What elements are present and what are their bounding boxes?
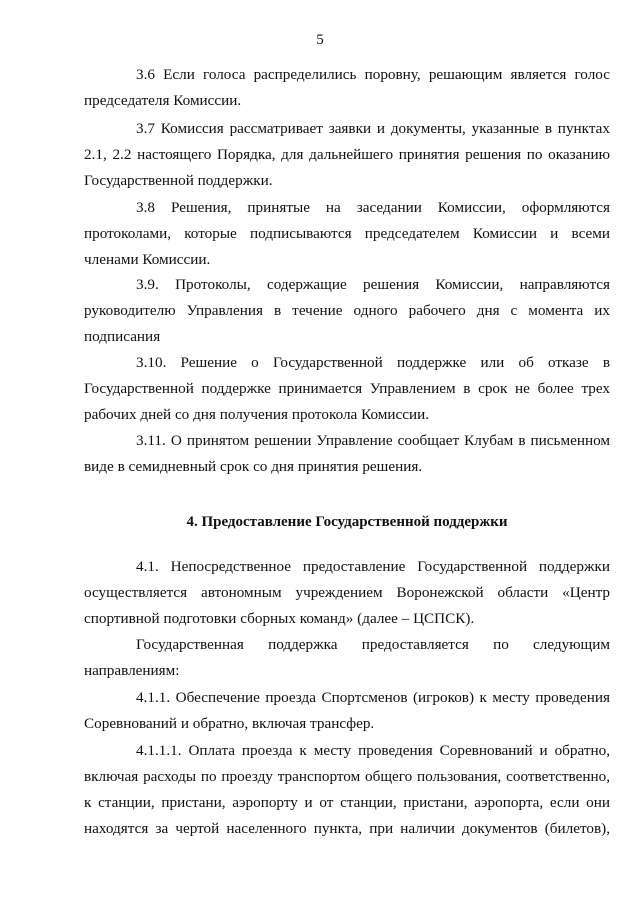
section-heading: 4. Предоставление Государственной поддержки xyxy=(186,514,508,530)
text-line: Государственной поддержке принимается Управлением в срок не более трех xyxy=(84,380,610,397)
text-line: виде в семидневный срок со дня принятия решения. xyxy=(84,458,423,475)
paragraph-4-1-1 xyxy=(84,685,610,737)
text-line: 3.8 Решения, принятые на заседании Комиссии, оформляются xyxy=(136,199,610,216)
page-number: 5 xyxy=(316,32,324,48)
paragraph-3-10 xyxy=(84,350,610,428)
paragraph-3-8 xyxy=(84,195,610,273)
text-line: 3.6 Если голоса распределились поровну, решающим является голос xyxy=(136,66,610,83)
text-line: 3.7 Комиссия рассматривает заявки и документы, указанные в пунктах xyxy=(136,120,610,137)
text-line: подписания xyxy=(84,328,161,345)
text-line: осуществляется автономным учреждением Воронежской области «Центр xyxy=(84,584,610,601)
text-line: 4.1.1.1. Оплата проезда к месту проведения Соревнований и обратно, xyxy=(136,742,610,759)
text-line: 4.1. Непосредственное предоставление Государственной поддержки xyxy=(136,558,610,575)
text-line: Государственной поддержки. xyxy=(84,172,273,189)
text-line: 3.9. Протоколы, содержащие решения Комиссии, направляются xyxy=(136,276,610,293)
text-line: Соревнований и обратно, включая трансфер. xyxy=(84,715,375,732)
text-line: 3.10. Решение о Государственной поддержке или об отказе в xyxy=(136,354,610,371)
text-line: к станции, пристани, аэропорту и от станции, пристани, аэропорта, если они xyxy=(84,794,610,811)
text-line: членами Комиссии. xyxy=(84,251,211,268)
text-line: председателя Комиссии. xyxy=(84,92,242,109)
paragraph-3-9 xyxy=(84,272,610,350)
text-line: направлениям: xyxy=(84,662,180,679)
paragraph-4-1 xyxy=(84,554,610,632)
paragraph-3-11 xyxy=(84,428,610,480)
text-line: протоколами, которые подписываются председателем Комиссии и всеми xyxy=(84,225,610,242)
text-line: Государственная поддержка предоставляется по следующим xyxy=(136,636,610,653)
paragraph-3-7 xyxy=(84,116,610,194)
paragraph-3-6 xyxy=(84,62,610,114)
text-line: рабочих дней со дня получения протокола Комиссии. xyxy=(84,406,430,423)
paragraph-4-1-directions xyxy=(84,632,610,684)
text-line: 2.1, 2.2 настоящего Порядка, для дальнейшего принятия решения по оказанию xyxy=(84,146,610,163)
text-line: спортивной подготовки сборных команд» (далее – ЦСПСК). xyxy=(84,610,475,627)
text-line: 3.11. О принятом решении Управление сообщает Клубам в письменном xyxy=(136,432,610,449)
paragraph-4-1-1-1 xyxy=(84,738,610,842)
text-line: 4.1.1. Обеспечение проезда Спортсменов (игроков) к месту проведения xyxy=(136,689,610,706)
text-line: находятся за чертой населенного пункта, при наличии документов (билетов), xyxy=(84,820,610,837)
text-line: руководителю Управления в течение одного рабочего дня с момента их xyxy=(84,302,610,319)
text-line: включая расходы по проезду транспортом общего пользования, соответственно, xyxy=(84,768,610,785)
